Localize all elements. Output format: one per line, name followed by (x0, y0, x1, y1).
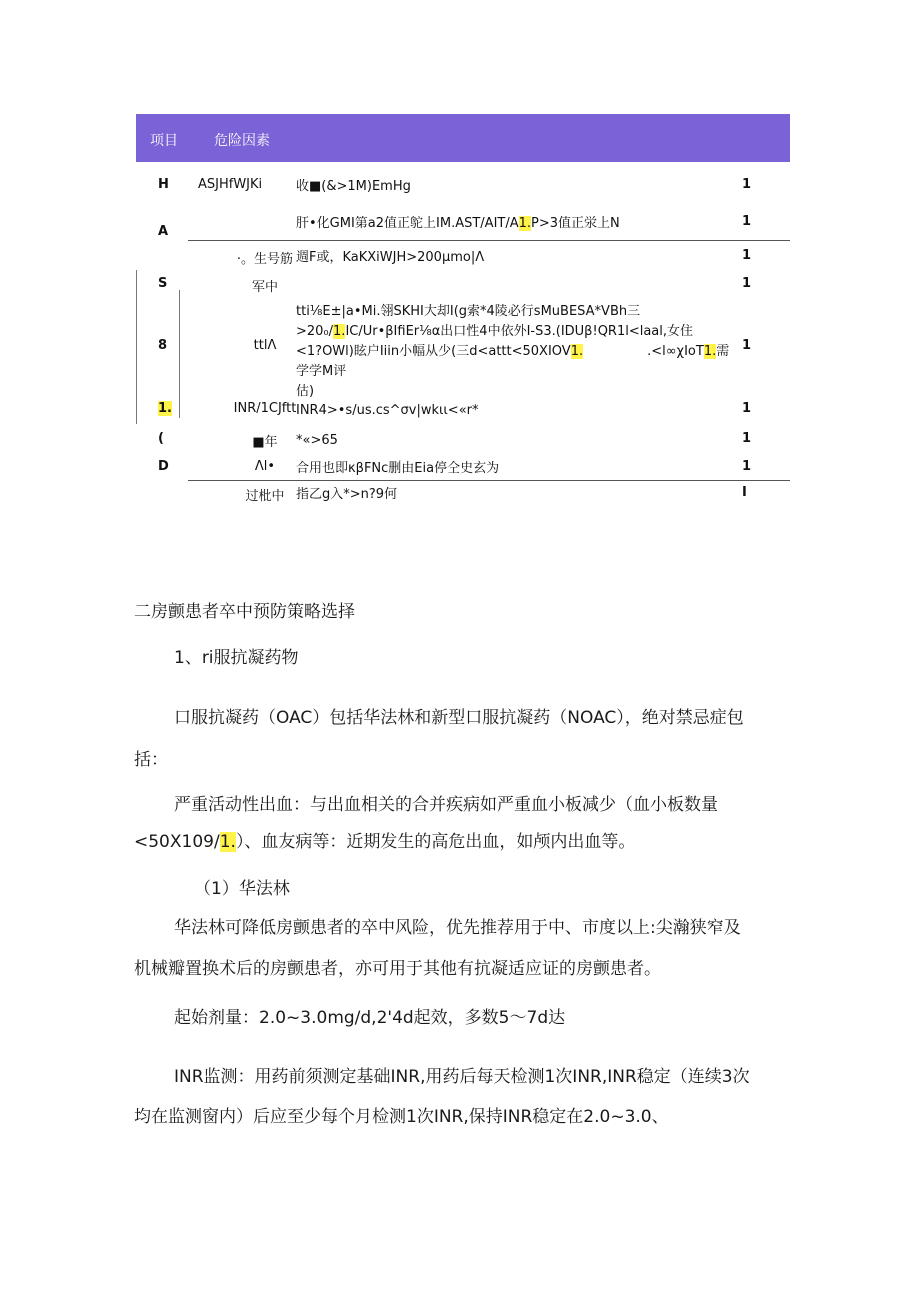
row-factor: ASJHfWJKi (198, 177, 263, 192)
row-definition: *«>65 (296, 433, 338, 448)
paragraph-line: 口服抗凝药（OAC）包括华法林和新型口服抗凝药（NOAC），绝对禁忌症包 (174, 708, 744, 728)
row-score: 1 (742, 459, 752, 474)
row-definition: INR4>•s/us.cs^σv|wkιι<«r* (296, 403, 479, 418)
row-letter: A (158, 224, 169, 239)
table-rule (179, 290, 180, 418)
row-definition: tti⅛E±|a•Mi.翎SKHI大却I(g索*4陵必行sMuBESA*VBh三 >20₀/1.IC/Ur•βIfiEr⅛α出口性4中依外I-S3.(IDUβ!QR1l<laal,女住 <1?OWl)眩户Iiin小幅从少(三d<attt<50XIOV1. .<l∞χIoT1.需 学学M评 估) (296, 304, 730, 399)
row-letter: 8 (158, 338, 168, 353)
row-factor: 军中 (251, 280, 278, 295)
row-letter: S (158, 276, 168, 291)
row-definition: 合用也即κβFNc删由Eia停仝史玄为 (296, 461, 500, 476)
paragraph-line: 括： (134, 750, 168, 770)
row-score: 1 (742, 401, 752, 416)
row-factor: ·。生号筋 (236, 252, 294, 267)
header-col-risk-factor: 危险因素 (214, 133, 270, 149)
row-factor: INR/1CJftt (233, 401, 297, 416)
subsection-title: 1、ri服抗凝药物 (174, 648, 299, 668)
row-score: 1 (742, 276, 752, 291)
row-score: 1 (742, 248, 752, 263)
row-score: I (742, 485, 747, 500)
row-letter: 1. (158, 401, 172, 416)
row-definition: 指乙g入*>n?9何 (296, 487, 398, 502)
paragraph-line: 严重活动性出血：与出血相关的合并疾病如严重血小板减少（血小板数量 (174, 795, 718, 815)
row-score: 1 (742, 177, 752, 192)
row-score: 1 (742, 431, 752, 446)
section-title: 二房颤患者卒中预防策略选择 (134, 602, 355, 622)
paragraph-line: 华法林可降低房颤患者的卒中风险，优先推荐用于中、市度以上:尖瀚狭窄及 (174, 918, 741, 938)
row-divider (188, 480, 790, 481)
row-definition: 週F或，KaKXiWJH>200μmo|Λ (296, 250, 485, 265)
header-col-item: 项目 (150, 133, 178, 149)
row-letter: H (158, 177, 169, 192)
paragraph-line: 机械瓣置换术后的房颤患者，亦可用于其他有抗凝适应证的房颤患者。 (134, 959, 661, 979)
sub-item-title: （1）华法林 (194, 879, 290, 899)
row-factor: Λl• (254, 459, 276, 474)
row-letter: ( (158, 431, 164, 446)
row-factor: 过枇中 (245, 489, 285, 504)
row-factor: ttlΛ (253, 338, 277, 353)
row-letter: D (158, 459, 169, 474)
row-factor: ■年 (252, 435, 278, 450)
paragraph-line: INR监测：用药前须测定基础INR,用药后每天检测1次INR,INR稳定（连续3次 (174, 1067, 750, 1087)
table-header (136, 114, 790, 162)
paragraph-line: 起始剂量：2.0~3.0mg∕d,2'4d起效，多数5～7d达 (174, 1008, 566, 1028)
row-divider (188, 240, 790, 241)
paragraph-line: <50X109/1.）、血友病等：近期发生的高危出血，如颅内出血等。 (134, 832, 636, 852)
row-definition: 肝•化GMI第a2值正鸵上IM.AST/AIT/A1.P>3值正泶上N (296, 216, 620, 231)
row-definition: 收■(&>1M)EmHg (296, 179, 411, 194)
row-score: 1 (742, 214, 752, 229)
row-score: 1 (742, 338, 752, 353)
table-rule (136, 270, 137, 424)
paragraph-line: 均在监测窗内）后应至少每个月检测1次INR,保持INR稳定在2.0~3.0、 (134, 1107, 669, 1127)
